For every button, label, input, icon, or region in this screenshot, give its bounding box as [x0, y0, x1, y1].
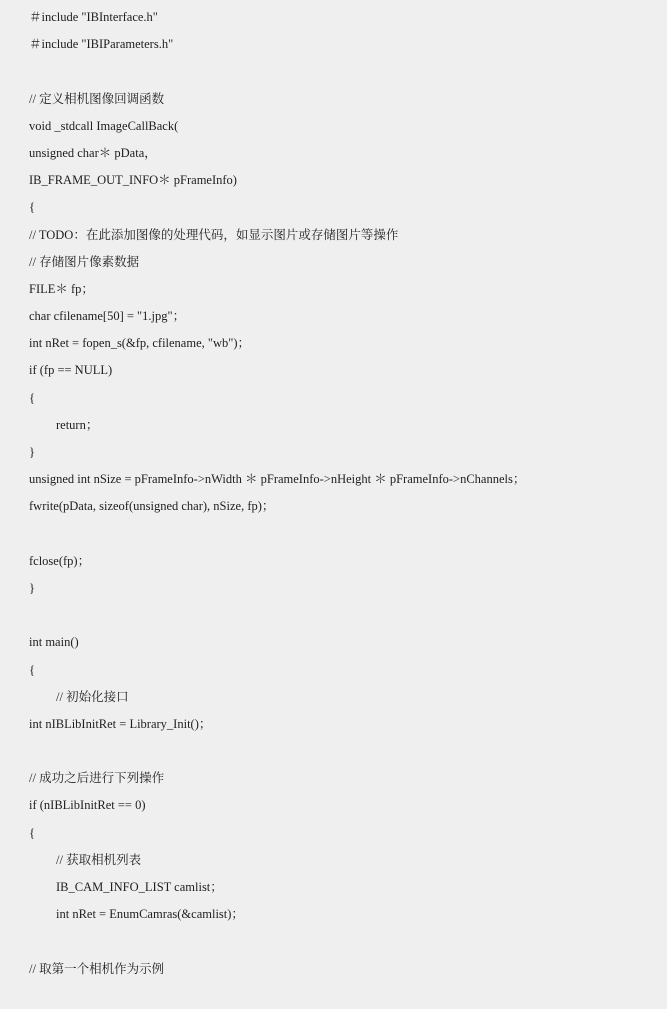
- code-line: [0, 602, 667, 629]
- code-line: }: [29, 445, 35, 459]
- code-line: {: [29, 662, 35, 677]
- code-line: FILE＊ fp；: [29, 281, 94, 296]
- code-line: int nRet = EnumCamras(&camlist)；: [56, 907, 244, 922]
- code-line: if (nIBLibInitRet == 0): [29, 798, 146, 813]
- code-line: IB_FRAME_OUT_INFO＊ pFrameInfo): [29, 173, 237, 188]
- code-line: {: [29, 390, 35, 405]
- code-line: fclose(fp)；: [29, 553, 91, 568]
- code-line: int main(): [29, 635, 79, 650]
- code-line: // TODO：在此添加图像的处理代码，如显示图片或存储图片等操作: [29, 227, 399, 242]
- code-line: [0, 738, 667, 765]
- code-line: [0, 58, 667, 85]
- code-line: ＃include "IBInterface.h": [29, 10, 158, 24]
- code-line: // 存储图片像素数据: [29, 254, 140, 269]
- code-line: if (fp == NULL): [29, 363, 113, 378]
- code-line: // 成功之后进行下列操作: [29, 771, 165, 786]
- code-line: unsigned int nSize = pFrameInfo->nWidth ＊ pFrameInfo->nHeight ＊ pFrameInfo->nChannels；: [29, 472, 526, 487]
- code-line: ＃include "IBIParameters.h": [29, 37, 174, 52]
- code-line: int nRet = fopen_s(&fp, cfilename, "wb")；: [29, 336, 251, 351]
- code-line: unsigned char＊ pData，: [29, 145, 157, 160]
- code-line: IB_CAM_INFO_LIST camlist；: [56, 880, 223, 894]
- code-line: void _stdcall ImageCallBack(: [29, 118, 179, 133]
- code-line: int nIBLibInitRet = Library_Init()；: [29, 716, 212, 731]
- code-line: [0, 521, 667, 548]
- code-line: // 初始化接口: [56, 689, 129, 704]
- code-line: char cfilename[50] = "1.jpg"；: [29, 309, 186, 324]
- code-line: fwrite(pData, sizeof(unsigned char), nSize, fp)；: [29, 499, 275, 514]
- code-line: }: [29, 580, 35, 595]
- code-line: {: [29, 200, 35, 215]
- code-line: {: [29, 825, 35, 840]
- code-line: // 取第一个相机作为示例: [29, 961, 165, 976]
- code-line: // 定义相机图像回调函数: [29, 91, 165, 106]
- code-line: // 获取相机列表: [56, 852, 142, 867]
- code-line: [0, 928, 667, 955]
- code-line: return；: [56, 417, 99, 432]
